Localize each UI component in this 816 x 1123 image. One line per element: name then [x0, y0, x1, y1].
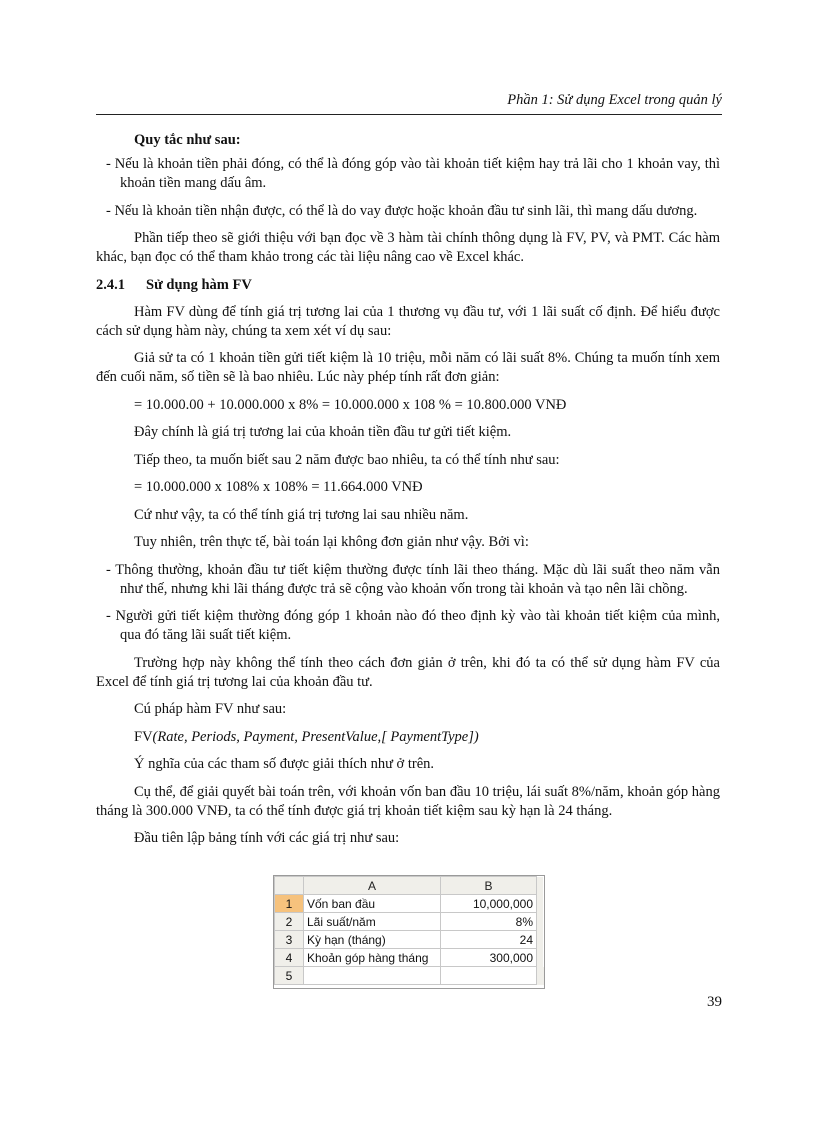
- cell-b: [441, 967, 537, 985]
- paragraph: Phần tiếp theo sẽ giới thiệu với bạn đọc về 3 hàm tài chính thông dụng là FV, PV, và PMT. Các hàm khác, bạn đọc có thể tham khảo trong các tài liệu nâng cao về Excel khác.: [96, 230, 720, 265]
- rule-item: - Nếu là khoản tiền phải đóng, có thể là đóng góp vào tài khoản tiết kiệm hay trả lãi cho 1 khoản vay, thì khoản tiền mang dấu âm.: [106, 156, 720, 191]
- header-rule: [96, 114, 722, 115]
- column-header-b: B: [441, 877, 537, 895]
- cell-a: Vốn ban đầu: [304, 895, 441, 913]
- cell-a: Khoản góp hàng tháng: [304, 949, 441, 967]
- row-header: 2: [275, 913, 304, 931]
- cell-b: 300,000: [441, 949, 537, 967]
- page-body: [96, 131, 720, 857]
- scroll-edge: [537, 877, 544, 895]
- page-number: 39: [707, 994, 722, 1010]
- cell-b: 10,000,000: [441, 895, 537, 913]
- syntax-line: [96, 728, 720, 747]
- spreadsheet-figure: [273, 875, 545, 989]
- paragraph: Trường hợp này không thể tính theo cách đơn giản ở trên, khi đó ta có thể sử dụng hàm FV của Excel để tính giá trị tương lai của khoản đầu tư.: [96, 654, 720, 690]
- list-item: - Thông thường, khoản đầu tư tiết kiệm thường được tính lãi theo tháng. Mặc dù lãi suất theo năm vẫn như thế, nhưng khi lãi tháng được trả sẽ cộng vào khoản vốn trong tài khoản và tạo nên lãi chồng.: [106, 561, 720, 597]
- section-title: Sử dụng hàm FV: [146, 276, 252, 293]
- section-heading: [96, 276, 720, 295]
- row-header: 1: [275, 895, 304, 913]
- cell-a: [304, 967, 441, 985]
- table-row: [275, 949, 544, 967]
- formula: = 10.000.00 + 10.000.000 x 8% = 10.000.000 x 108 % = 10.800.000 VNĐ: [134, 396, 567, 413]
- formula: = 10.000.000 x 108% x 108% = 11.664.000 VNĐ: [134, 479, 423, 495]
- section-number: 2.4.1: [96, 276, 125, 293]
- column-header-a: A: [304, 877, 441, 895]
- paragraph: Giả sử ta có 1 khoản tiền gửi tiết kiệm là 10 triệu, mỗi năm có lãi suất 8%. Chúng ta muốn tính xem đến cuối năm, số tiền sẽ là bao nhiêu. Lúc này phép tính rất đơn giản:: [96, 350, 720, 385]
- cell-a: Lãi suất/năm: [304, 913, 441, 931]
- table-row: [275, 967, 544, 985]
- cell-b: 8%: [441, 913, 537, 931]
- paragraph: Đầu tiên lập bảng tính với các giá trị như sau:: [134, 830, 400, 846]
- paragraph: Tiếp theo, ta muốn biết sau 2 năm được bao nhiêu, ta có thể tính như sau:: [134, 451, 560, 468]
- cell-b: 24: [441, 931, 537, 949]
- paragraph: Cụ thể, để giải quyết bài toán trên, với khoản vốn ban đầu 10 triệu, lái suất 8%/năm, khoản góp hàng tháng là 300.000 VNĐ, ta có thể tính được giá trị khoản tiết kiệm sau kỳ hạn là 24 tháng.: [96, 783, 720, 819]
- paragraph: Đây chính là giá trị tương lai của khoản tiền đầu tư gửi tiết kiệm.: [134, 424, 512, 440]
- paragraph: Cứ như vậy, ta có thể tính giá trị tương lai sau nhiều năm.: [134, 506, 469, 523]
- syntax-function: FV: [134, 728, 153, 745]
- spreadsheet-table: [274, 876, 544, 985]
- table-row: [275, 913, 544, 931]
- list-item: - Người gửi tiết kiệm thường đóng góp 1 khoản nào đó theo định kỳ vào tài khoản tiết kiệm của mình, qua đó tăng lãi suất tiết kiệm.: [106, 608, 720, 643]
- running-header: Phần 1: Sử dụng Excel trong quản lý: [507, 92, 722, 108]
- row-header: 3: [275, 931, 304, 949]
- row-header: 5: [275, 967, 304, 985]
- rules-title: Quy tắc như sau:: [134, 132, 241, 148]
- paragraph: Ý nghĩa của các tham số được giải thích như ở trên.: [134, 756, 435, 772]
- cell-a: Kỳ hạn (tháng): [304, 931, 441, 949]
- row-header: 4: [275, 949, 304, 967]
- paragraph: Hàm FV dùng để tính giá trị tương lai của 1 thương vụ đầu tư, với 1 lãi suất cố định. Để hiểu được cách sử dụng hàm này, chúng ta xem xét ví dụ sau:: [96, 303, 720, 339]
- rule-item: - Nếu là khoản tiền nhận được, có thể là do vay được hoặc khoản đầu tư sinh lãi, thì mang dấu dương.: [106, 202, 698, 219]
- table-row: [275, 895, 544, 913]
- paragraph: Cú pháp hàm FV như sau:: [134, 701, 287, 717]
- syntax-args: (Rate, Periods, Payment, PresentValue,[ PaymentType]): [152, 728, 479, 745]
- corner-cell: [275, 877, 304, 895]
- paragraph: Tuy nhiên, trên thực tế, bài toán lại không đơn giản như vậy. Bởi vì:: [134, 534, 529, 550]
- table-row: [275, 931, 544, 949]
